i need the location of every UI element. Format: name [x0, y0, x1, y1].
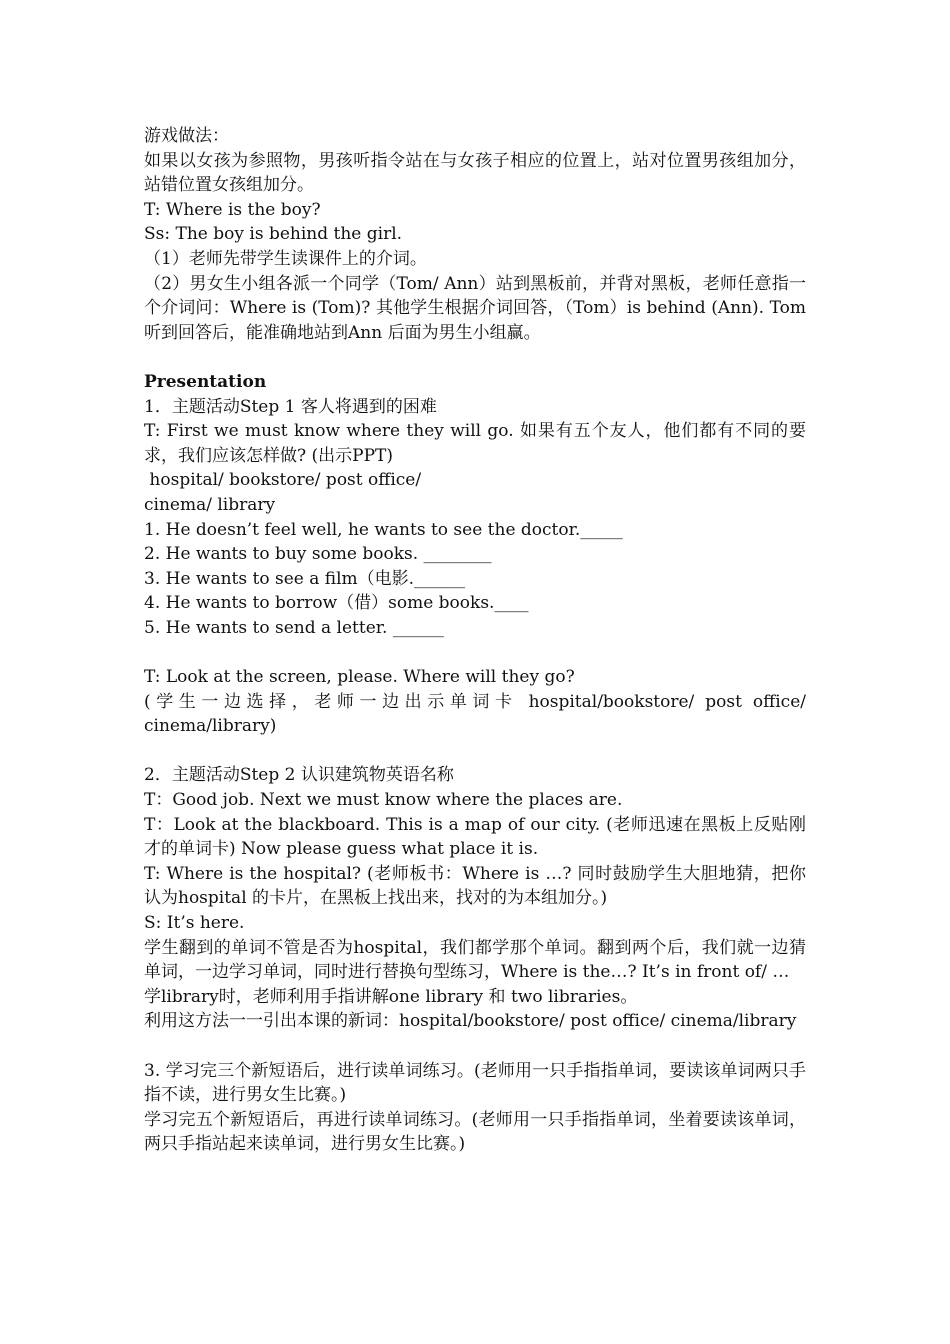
step-note-1: （1）老师先带学生读课件上的介词。: [144, 248, 427, 269]
exercise-item-2: 2. He wants to buy some books. ________: [144, 544, 492, 565]
word-list-line-1: hospital/ bookstore/ post office/: [144, 470, 422, 491]
blank-line: [144, 640, 806, 665]
exercise-item-3: 3. He wants to see a film（电影.______: [144, 568, 466, 589]
activity-step-2-title: 2．主题活动Step 2 认识建筑物英语名称: [144, 765, 454, 786]
blank-line: [144, 345, 806, 370]
game-method-description: 如果以女孩为参照物，男孩听指令站在与女孩子相应的位置上，站对位置男孩组加分，站错位置女孩组加分。: [144, 150, 806, 196]
teacher-line-hospital: T: Where is the hospital? (老师板书：Where is …? 同时鼓励学生大胆地猜，把你认为hospital 的卡片，在黑板上找出来，找对的为本组加分。): [144, 863, 806, 909]
dialogue-line-teacher: T: Where is the boy?: [144, 199, 321, 220]
section-heading-presentation: Presentation: [144, 371, 267, 392]
step-note-2: （2）男女生小组各派一个同学（Tom/ Ann）站到黑板前，并背对黑板，老师任意指一个介词问：Where is (Tom)? 其他学生根据介词回答，（Tom）is behind (Ann). Tom 听到回答后，能准确地站到Ann 后面为男生小组赢。: [144, 273, 812, 343]
teacher-line-good-job: T：Good job. Next we must know where the places are.: [144, 790, 623, 811]
exercise-item-4: 4. He wants to borrow（借）some books.____: [144, 593, 529, 614]
student-line: S: It’s here.: [144, 913, 245, 933]
exercise-item-5: 5. He wants to send a letter. ______: [144, 617, 444, 638]
dialogue-line-students: Ss: The boy is behind the girl.: [144, 224, 403, 245]
new-words-note: 利用这方法一一引出本课的新词：hospital/bookstore/ post office/ cinema/library: [144, 1011, 797, 1032]
classroom-note: (学生一边选择，老师一边出示单词卡 hospital/bookstore/ post office/ cinema/library): [144, 691, 812, 737]
game-method-title: 游戏做法：: [144, 126, 229, 146]
practice-note-2: 学习完五个新短语后，再进行读单词练习。(老师用一只手指指单词，坐着要读该单词，两只手指站起来读单词，进行男女生比赛。): [144, 1109, 806, 1155]
teacher-instruction: T: First we must know where they will go. 如果有五个友人，他们都有不同的要求，我们应该怎样做? (出示PPT): [144, 421, 806, 466]
teacher-line-blackboard: T：Look at the blackboard. This is a map of our city. (老师迅速在黑板上反贴刚才的单词卡) Now please guess what place it is.: [144, 814, 806, 860]
library-note: 学library时，老师利用手指讲解one library 和 two libraries。: [144, 986, 638, 1007]
blank-line: [144, 739, 806, 764]
exercise-item-1: 1. He doesn’t feel well, he wants to see the doctor._____: [144, 519, 623, 540]
blank-line: [144, 1034, 806, 1059]
document-page: [144, 124, 812, 1157]
word-list-line-2: cinema/ library: [144, 494, 276, 515]
teacher-question: T: Look at the screen, please. Where will they go?: [144, 667, 575, 688]
practice-note-1: 3. 学习完三个新短语后，进行读单词练习。(老师用一只手指指单词，要读该单词两只手指不读，进行男女生比赛。): [144, 1060, 806, 1106]
method-note: 学生翻到的单词不管是否为hospital，我们都学那个单词。翻到两个后，我们就一边猜单词，一边学习单词，同时进行替换句型练习，Where is the…? It’s in front of/ …: [144, 937, 806, 983]
activity-step-1-title: 1．主题活动Step 1 客人将遇到的困难: [144, 396, 437, 417]
